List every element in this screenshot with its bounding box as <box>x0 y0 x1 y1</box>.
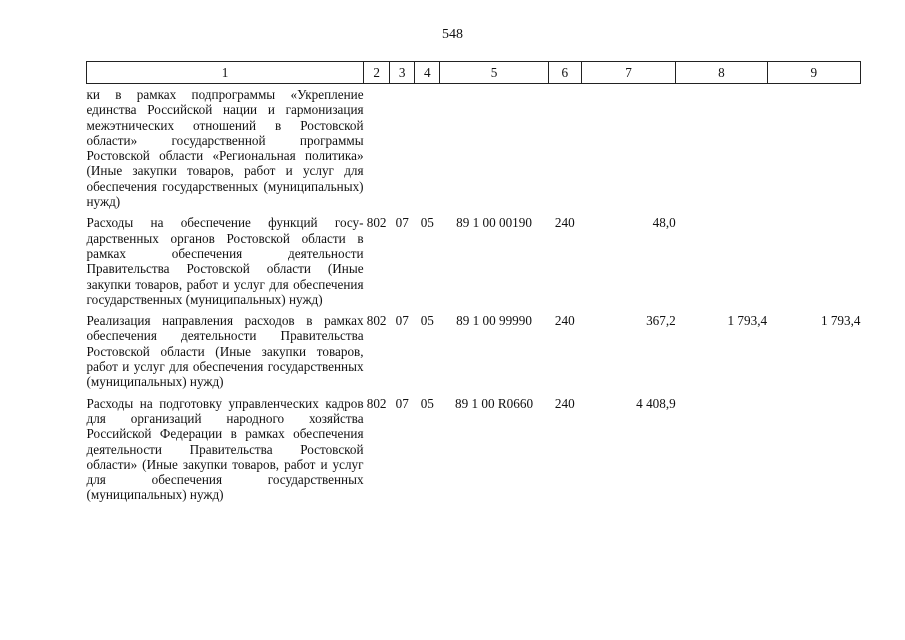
header-col-7: 7 <box>581 62 675 84</box>
expense-type-code: 240 <box>554 395 575 411</box>
row-description: Расходы на обеспечение функций государственных органов Ростовской области в рамках обеспечения деятельности Правительства Ростовской области (Иные закупки товаров, работ и услуг для обеспечения государственных (муниципальных) нужд) <box>86 215 364 307</box>
section-code: 07 <box>395 215 409 231</box>
amount-col-9 <box>767 215 860 313</box>
amount-col-7: 48,0 <box>652 215 676 231</box>
amount-col-7 <box>581 84 675 216</box>
amount-col-9 <box>767 396 860 503</box>
expense-type-code <box>548 84 581 216</box>
subsection-code: 05 <box>420 215 434 231</box>
ministry-code <box>364 84 390 216</box>
header-col-5: 5 <box>440 62 548 84</box>
amount-col-7: 4 408,9 <box>636 395 676 411</box>
ministry-code: 802 <box>366 395 387 411</box>
table-row <box>87 396 861 503</box>
table-row <box>87 313 861 395</box>
header-col-1: 1 <box>87 62 364 84</box>
amount-col-9: 1 793,4 <box>820 313 861 329</box>
subsection-code <box>415 84 440 216</box>
subsection-code: 05 <box>420 313 434 329</box>
row-description: ки в рамках подпрограммы «Укрепление единства Российской нации и гармонизация межэтнических отношений в Ростовской области» государственной программы Ростовской области «Региональная политика» (Иные закупки товаров, работ и услуг для обеспечения государственных (муниципальных) нужд) <box>86 87 364 210</box>
amount-col-9 <box>767 84 860 216</box>
ministry-code: 802 <box>366 215 387 231</box>
amount-col-7: 367,2 <box>646 313 676 329</box>
amount-col-8 <box>676 84 767 216</box>
table-row <box>87 215 861 313</box>
amount-col-8 <box>676 215 767 313</box>
ministry-code: 802 <box>366 313 387 329</box>
row-description: Расходы на подготовку управленческих кадров для организаций народного хозяйства Российской Федерации в рамках обеспечения деятельности Правительства Ростовской области» (Иные закупки товаров, работ и услуг для обеспечения государственных (муниципальных) нужд) <box>86 395 364 503</box>
table-row <box>87 84 861 216</box>
header-col-8: 8 <box>676 62 767 84</box>
expense-type-code: 240 <box>554 215 575 231</box>
page-number: 548 <box>442 27 463 42</box>
expense-type-code: 240 <box>554 313 575 329</box>
section-code: 07 <box>395 313 409 329</box>
budget-table <box>86 61 861 503</box>
section-code <box>390 84 415 216</box>
subsection-code: 05 <box>420 395 434 411</box>
header-col-4: 4 <box>415 62 440 84</box>
target-article-code: 89 1 00 00190 <box>456 215 532 231</box>
amount-col-8: 1 793,4 <box>727 313 768 329</box>
header-col-6: 6 <box>548 62 581 84</box>
section-code: 07 <box>395 395 409 411</box>
header-col-2: 2 <box>364 62 390 84</box>
header-col-9: 9 <box>767 62 860 84</box>
target-article-code <box>440 84 548 216</box>
header-row <box>87 62 861 84</box>
header-col-3: 3 <box>390 62 415 84</box>
amount-col-8 <box>676 396 767 503</box>
target-article-code: 89 1 00 99990 <box>456 313 532 329</box>
target-article-code: 89 1 00 R0660 <box>455 395 534 411</box>
row-description: Реализация направления расходов в рамках обеспечения деятельности Правительства Ростовской области (Иные закупки товаров, работ и услуг для обеспечения государственных (муниципальных) нужд) <box>86 313 364 390</box>
